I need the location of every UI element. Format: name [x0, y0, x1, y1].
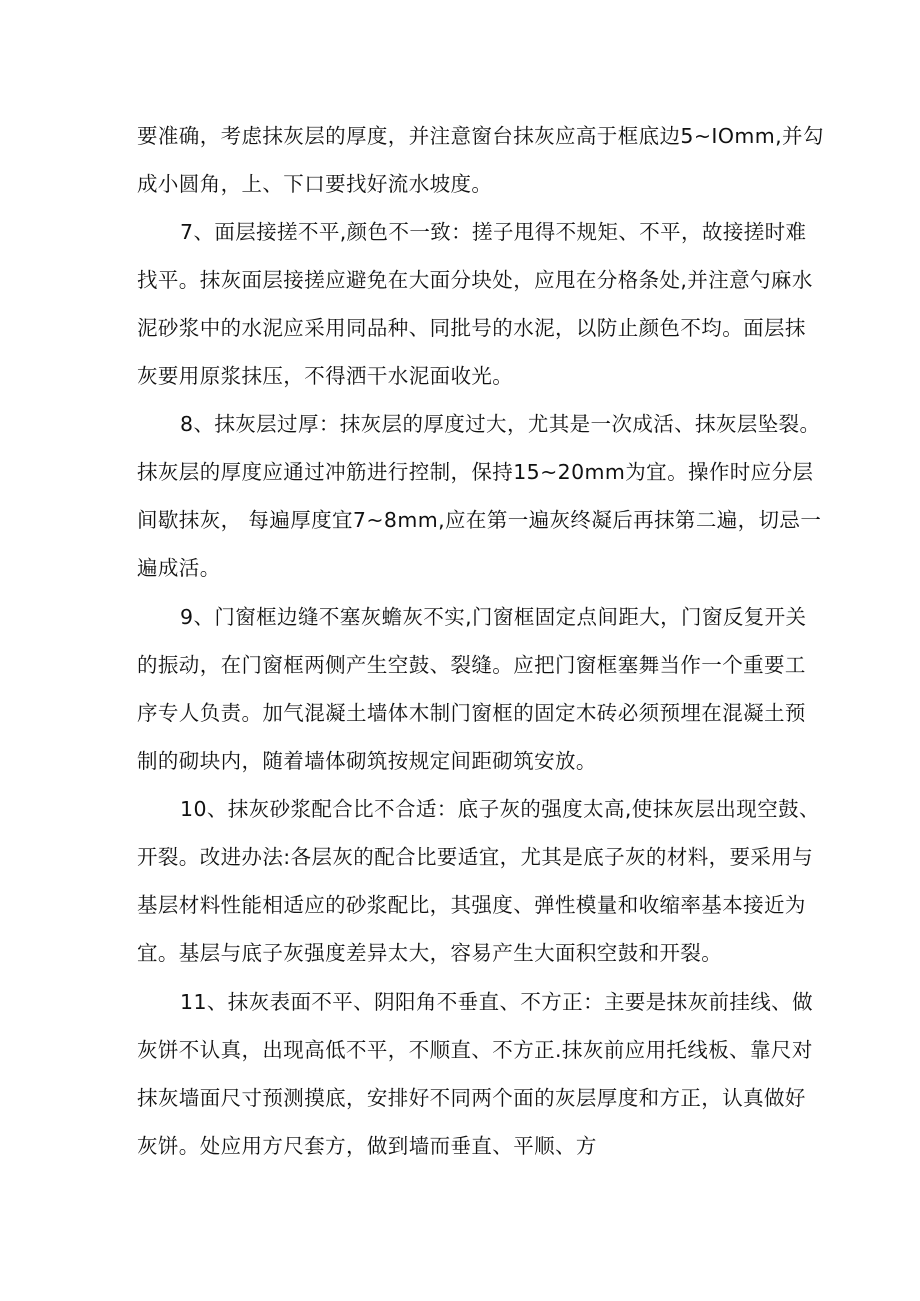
text-line: 泥砂浆中的水泥应采用同品种、同批号的水泥，以防止颜色不均。面层抹	[137, 316, 806, 340]
text-line: 找平。抹灰面层接搓应避免在大面分块处，应甩在分格条处,并注意勺麻水	[137, 268, 813, 292]
text-line: 开裂。改进办法:各层灰的配合比要适宜，尤其是底子灰的材料，要采用与	[137, 845, 814, 869]
text-line: 的振动，在门窗框两侧产生空鼓、裂缝。应把门窗框塞舞当作一个重要工	[137, 653, 806, 677]
text-line: 遍成活。	[137, 556, 221, 580]
paragraph-7-first-line: 7、面层接搓不平,颜色不一致：搓子甩得不规矩、不平，故接搓时难	[180, 220, 807, 244]
paragraph-9-first-line: 9、门窗框边缝不塞灰蟾灰不实,门窗框固定点间距大，门窗反复开关	[180, 605, 807, 629]
text-line: 抹灰墙面尺寸预测摸底，安排好不同两个面的灰层厚度和方正，认真做好	[137, 1086, 806, 1110]
text-line: 间歇抹灰， 每遍厚度宜7~8mm,应在第一遍灰终凝后再抹第二遍，切忌一	[137, 508, 822, 532]
paragraph-8-first-line: 8、抹灰层过厚：抹灰层的厚度过大，尤其是一次成活、抹灰层坠裂。	[180, 412, 821, 436]
text-line: 基层材料性能相适应的砂浆配比，其强度、弹性模量和收缩率基本接近为	[137, 893, 806, 917]
paragraph-10-first-line: 10、抹灰砂浆配合比不合适：底子灰的强度太高,使抹灰层出现空鼓、	[180, 797, 820, 821]
text-line: 成小圆角，上、下口要找好流水坡度。	[137, 172, 493, 196]
text-line: 灰饼。处应用方尺套方，做到墙而垂直、平顺、方	[137, 1134, 597, 1158]
text-line: 序专人负责。加气混凝土墙体木制门窗框的固定木砖必须预埋在混凝土预	[137, 701, 806, 725]
paragraph-11-first-line: 11、抹灰表面不平、阴阳角不垂直、不方正：主要是抹灰前挂线、做	[180, 990, 813, 1014]
text-line: 灰要用原浆抹压，不得洒干水泥面收光。	[137, 364, 514, 388]
text-line: 制的砌块内，随着墙体砌筑按规定间距砌筑安放。	[137, 749, 597, 773]
text-line: 宜。基层与底子灰强度差异太大，容易产生大面积空鼓和开裂。	[137, 941, 723, 965]
text-line: 抹灰层的厚度应通过冲筋进行控制，保持15~20mm为宜。操作时应分层	[137, 460, 814, 484]
text-line: 要准确，考虑抹灰层的厚度，并注意窗台抹灰应高于框底边5~IOmm,并勾	[137, 124, 824, 148]
text-line: 灰饼不认真，出现高低不平，不顺直、不方正.抹灰前应用托线板、靠尺对	[137, 1038, 813, 1062]
